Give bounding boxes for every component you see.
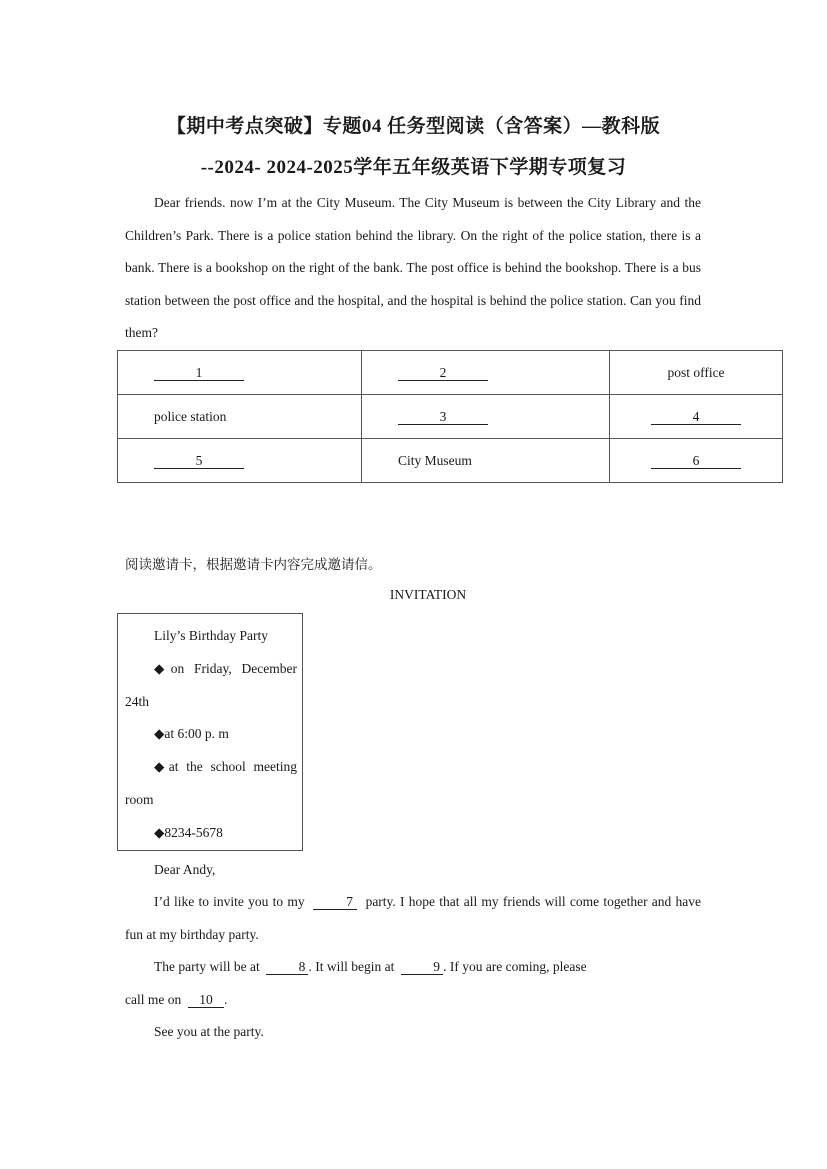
letter-text: . xyxy=(223,991,228,1007)
table-cell-text: City Museum xyxy=(398,452,472,468)
card-line-date: ◆on Friday, December 24th xyxy=(125,660,297,709)
answer-blank-9[interactable]: 9 xyxy=(401,959,443,975)
answer-blank-6[interactable]: 6 xyxy=(651,453,741,469)
document-title: 【期中考点突破】专题04 任务型阅读（含答案）—教科版 xyxy=(166,116,661,137)
location-table xyxy=(117,350,783,483)
answer-blank-4[interactable]: 4 xyxy=(651,409,741,425)
answer-blank-2[interactable]: 2 xyxy=(398,365,488,381)
table-row xyxy=(118,439,783,483)
table-cell xyxy=(118,439,362,483)
letter-paragraph-2 xyxy=(125,951,701,1016)
answer-blank-1[interactable]: 1 xyxy=(154,365,244,381)
table-row xyxy=(118,351,783,395)
letter-text: The party will be at xyxy=(154,959,260,974)
card-line-phone: ◆8234-5678 xyxy=(154,824,223,840)
answer-blank-7[interactable]: 7 xyxy=(313,894,357,910)
table-cell-text: post office xyxy=(667,364,725,380)
table-cell xyxy=(362,351,610,395)
table-cell xyxy=(118,351,362,395)
letter-paragraph-1 xyxy=(125,886,701,951)
task-instruction: 阅读邀请卡，根据邀请卡内容完成邀请信。 xyxy=(125,557,382,573)
document-subtitle: --2024- 2024-2025学年五年级英语下学期专项复习 xyxy=(200,157,627,178)
letter-text: . If you are coming, please xyxy=(443,959,587,974)
table-cell xyxy=(610,439,783,483)
letter-text: I’d like to invite you to my xyxy=(154,894,305,909)
invitation-heading: INVITATION xyxy=(389,587,467,602)
table-cell xyxy=(610,351,783,395)
card-line-time: ◆at 6:00 p. m xyxy=(154,726,229,742)
table-cell-text: police station xyxy=(154,408,227,424)
letter-closing: See you at the party. xyxy=(154,1024,264,1039)
letter-text: party. I hope that all my friends will come together and have fun at my birthday party. xyxy=(125,894,702,942)
card-line-title: Lily’s Birthday Party xyxy=(154,628,268,643)
letter-text: . It will begin at xyxy=(308,959,395,974)
table-row xyxy=(118,395,783,439)
letter-text: call me on xyxy=(125,991,182,1007)
answer-blank-5[interactable]: 5 xyxy=(154,453,244,469)
table-cell xyxy=(362,439,610,483)
answer-blank-10[interactable]: 10 xyxy=(188,992,224,1008)
letter-greeting: Dear Andy, xyxy=(154,862,216,877)
table-cell xyxy=(610,395,783,439)
reading-passage: Dear friends. now I’m at the City Museum. The City Museum is between the City Library and the Children’s Park. There is a police station behind the library. On the right of the police station, there is a bank. There is a bookshop on the right of the bank. The post office is behind the bookshop. There is a bus station between the post office and the hospital, and the hospital is behind the police station. Can you find them? xyxy=(125,195,701,340)
table-cell xyxy=(362,395,610,439)
answer-blank-3[interactable]: 3 xyxy=(398,409,488,425)
card-line-place: ◆at the school meeting room xyxy=(125,759,297,807)
answer-blank-8[interactable]: 8 xyxy=(266,959,308,975)
table-cell xyxy=(118,395,362,439)
invitation-card xyxy=(117,613,303,851)
